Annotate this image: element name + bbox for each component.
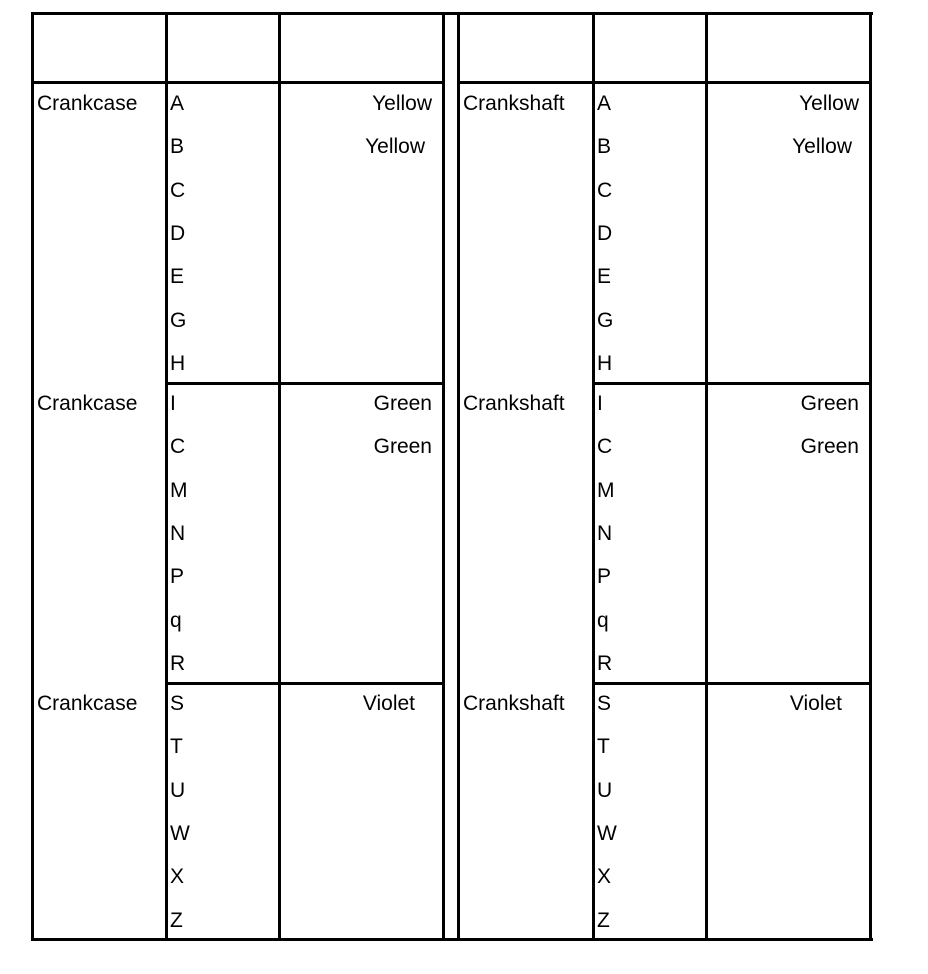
right-tolerance-class-cell: T	[597, 735, 610, 759]
left-tolerance-class-cell: R	[170, 651, 186, 675]
right-group-separator-1	[592, 382, 872, 385]
right-bearing-cover-color-cell: Violet	[789, 692, 842, 715]
right-component-label: Crankshaft	[463, 92, 565, 115]
left-tolerance-class-cell: I	[170, 392, 176, 415]
left-tolerance-class-cell: N	[170, 521, 186, 545]
left-tolerance-class-cell: M	[170, 478, 188, 502]
right-bearing-cover-color-cell: Green	[800, 435, 859, 459]
right-tolerance-class-cell: X	[597, 865, 612, 889]
right-tolerance-class-cell: A	[597, 92, 612, 115]
right-bearing-cover-color-cell: Green	[800, 392, 859, 415]
right-table-right-border	[869, 12, 872, 941]
right-tolerance-class-cell: C	[597, 178, 613, 202]
right-table-left-border	[457, 12, 460, 941]
table-bottom-border	[31, 938, 873, 941]
right-bearing-cover-color-cell: Yellow	[792, 135, 852, 159]
right-covers-col-border	[705, 12, 708, 941]
left-component-label: Crankcase	[37, 692, 138, 715]
left-bearing-cover-color-cell: Violet	[362, 692, 415, 715]
left-tolerance-class-cell: G	[170, 308, 187, 332]
left-tolerance-class-cell: B	[170, 135, 185, 159]
left-group-separator-2	[165, 682, 445, 685]
right-tolerance-class-cell: P	[597, 565, 612, 589]
left-tolerance-class-cell: E	[170, 265, 185, 289]
left-bearing-cover-color-cell: Yellow	[365, 135, 425, 159]
left-group-separator-1	[165, 382, 445, 385]
left-tolerance-class-cell: W	[170, 821, 190, 845]
left-header-divider	[31, 81, 445, 84]
right-tolerance-class-cell: B	[597, 135, 612, 159]
right-tolerance-class-cell: Z	[597, 908, 610, 932]
table-top-border	[31, 12, 873, 15]
left-tolerance-class-cell: H	[170, 351, 186, 375]
left-covers-col-border	[278, 12, 281, 941]
right-tolerance-class-cell: C	[597, 435, 613, 459]
right-component-label: Crankshaft	[463, 392, 565, 415]
left-tolerance-class-cell: A	[170, 92, 185, 115]
right-tolerance-class-cell: D	[597, 221, 613, 245]
left-component-label: Crankcase	[37, 92, 138, 115]
left-tolerance-class-cell: D	[170, 221, 186, 245]
left-tolerance-class-cell: S	[170, 692, 185, 715]
left-table-right-border	[442, 12, 445, 941]
right-tolerance-class-cell: S	[597, 692, 612, 715]
right-component-label: Crankshaft	[463, 692, 565, 715]
right-tolerance-class-cell: N	[597, 521, 613, 545]
left-tolerance-class-cell: Z	[170, 908, 183, 932]
left-bearing-cover-color-cell: Green	[373, 392, 432, 415]
right-tolerance-class-cell: q	[597, 608, 609, 632]
left-tolerance-class-cell: X	[170, 865, 185, 889]
left-tolerance-class-cell: U	[170, 778, 186, 802]
left-tolerance-class-cell: C	[170, 435, 186, 459]
right-tolerance-class-cell: W	[597, 821, 617, 845]
right-bearing-cover-color-cell: Yellow	[799, 92, 859, 115]
left-tolerance-class-cell: P	[170, 565, 185, 589]
left-tolerance-col-border	[165, 12, 168, 941]
left-tolerance-class-cell: q	[170, 608, 182, 632]
right-tolerance-class-cell: U	[597, 778, 613, 802]
right-tolerance-class-cell: R	[597, 651, 613, 675]
right-tolerance-class-cell: I	[597, 392, 603, 415]
right-tolerance-class-cell: H	[597, 351, 613, 375]
left-tolerance-class-cell: T	[170, 735, 183, 759]
left-component-label: Crankcase	[37, 392, 138, 415]
right-tolerance-class-cell: G	[597, 308, 614, 332]
left-table-left-border	[31, 12, 34, 941]
left-bearing-cover-color-cell: Green	[373, 435, 432, 459]
left-tolerance-class-cell: C	[170, 178, 186, 202]
right-group-separator-2	[592, 682, 872, 685]
left-bearing-cover-color-cell: Yellow	[372, 92, 432, 115]
right-tolerance-class-cell: M	[597, 478, 615, 502]
right-header-divider	[457, 81, 872, 84]
right-tolerance-class-cell: E	[597, 265, 612, 289]
right-tolerance-col-border	[592, 12, 595, 941]
